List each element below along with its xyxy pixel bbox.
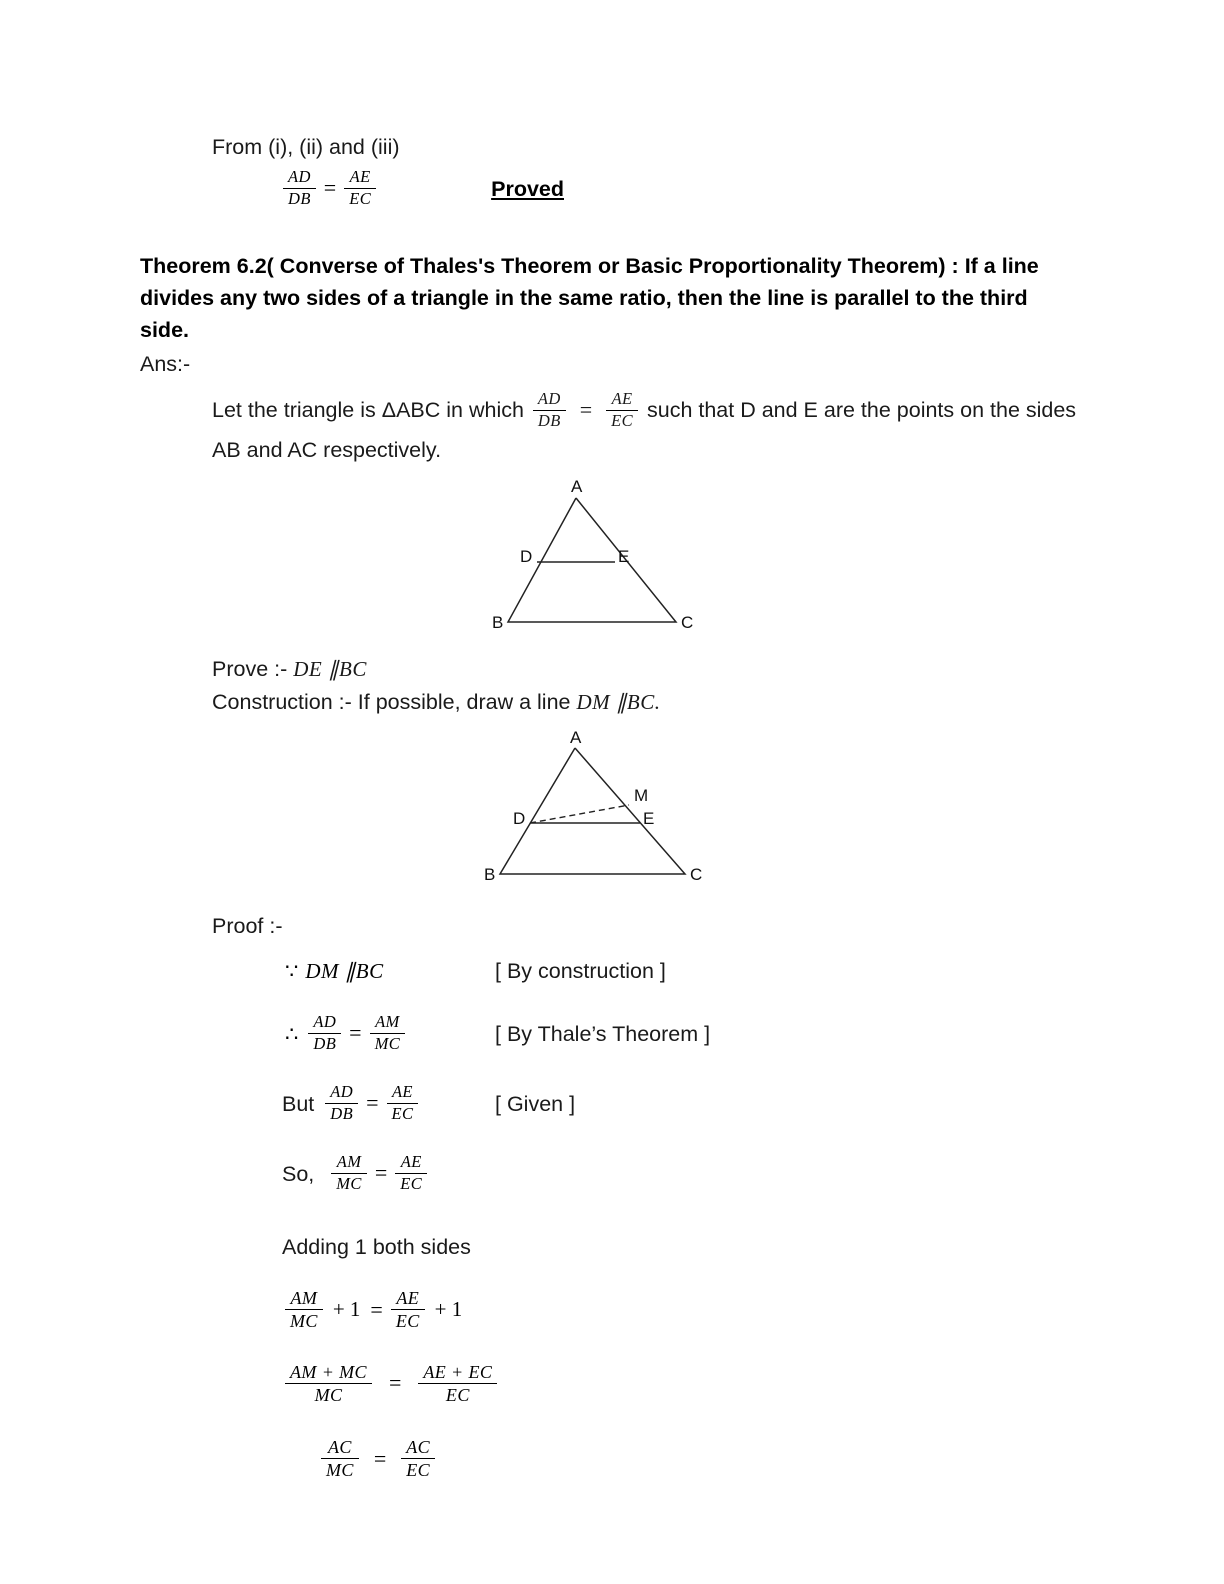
vertex-label-a: A <box>570 728 582 748</box>
because-symbol: ∵ <box>285 958 299 983</box>
fraction-ad-db: $\frac{AD}{DB}$ <box>308 1013 341 1053</box>
proof-step-1-lhs <box>285 959 495 984</box>
segment-dm-dashed <box>530 805 629 823</box>
but-label: But <box>282 1091 315 1116</box>
figure-triangle-1 <box>140 476 1090 648</box>
let-part-2: such that D and E are the points on the sides <box>646 397 1077 422</box>
proof-step-3-lhs <box>282 1084 495 1124</box>
fraction-ad-db: $\frac{AD}{DB}$ <box>283 168 316 208</box>
vertex-label-c: C <box>690 865 703 885</box>
equals-sign: = <box>388 1370 402 1396</box>
equals-sign: = <box>370 1296 383 1322</box>
vertex-label-b: B <box>484 865 496 885</box>
equation-sum <box>282 1363 1090 1406</box>
fraction-ae-ec: $\frac{AE}{EC}$ <box>387 1083 419 1123</box>
let-triangle-line2: AB and AC respectively. <box>212 437 442 462</box>
equals-sign: = <box>349 1020 362 1046</box>
proof-step-1-math: DM ∥BC <box>305 958 384 983</box>
fraction-ae-ec-inline: $\frac{AE}{EC}$ <box>606 390 638 430</box>
vertex-label-d: D <box>513 809 526 829</box>
fraction-am-plus-mc-over-mc: $\frac{AM + MC}{MC}$ <box>285 1362 372 1405</box>
proof-step-3-note: [ Given ] <box>495 1091 576 1116</box>
proof-step-4-lhs <box>282 1154 430 1194</box>
ans-label: Ans:- <box>140 351 191 376</box>
fraction-ae-ec: $\frac{AE}{EC}$ <box>344 168 376 208</box>
equation-adding-one <box>282 1289 1090 1332</box>
theorem-statement: Theorem 6.2( Converse of Thales's Theorem or Basic Proportionality Theorem) : If a line divides any two sides of a triangle in the same ratio, then the line is parallel to the third side. <box>140 254 1039 342</box>
equation-final <box>318 1438 1090 1481</box>
proof-step-2-lhs <box>285 1014 495 1054</box>
proof-step-2 <box>285 1014 1090 1054</box>
so-label: So, <box>282 1161 315 1186</box>
from-line: From (i), (ii) and (iii) <box>212 135 400 159</box>
plus-one-left: + 1 <box>332 1297 361 1322</box>
fraction-ac-ec: $\frac{AC}{EC}$ <box>401 1437 435 1480</box>
prove-math: DE ∥BC <box>293 656 367 681</box>
fraction-am-mc: $\frac{AM}{MC}$ <box>370 1013 406 1053</box>
equals-sign: = <box>374 1160 388 1186</box>
triangle-2-svg <box>140 730 1090 905</box>
fraction-ae-ec: $\frac{AE}{EC}$ <box>391 1288 425 1331</box>
prove-line <box>212 654 1090 685</box>
vertex-label-b: B <box>492 612 504 632</box>
therefore-symbol: ∴ <box>285 1021 299 1046</box>
vertex-label-a: A <box>571 476 583 496</box>
proof-label: Proof :- <box>212 914 283 939</box>
equals-sign-inline: = <box>579 396 593 422</box>
construction-math: DM ∥BC. <box>576 689 661 714</box>
fraction-am-mc: $\frac{AM}{MC}$ <box>285 1288 323 1331</box>
proof-step-1 <box>285 956 1090 986</box>
proof-step-1-note: [ By construction ] <box>495 958 666 983</box>
fraction-ad-db-inline: $\frac{AD}{DB}$ <box>533 390 566 430</box>
plus-one-right: + 1 <box>434 1297 463 1322</box>
proof-step-2-note: [ By Thale’s Theorem ] <box>495 1021 711 1046</box>
fraction-am-mc: $\frac{AM}{MC}$ <box>331 1153 367 1193</box>
equals-sign: = <box>373 1445 387 1471</box>
figure-triangle-2 <box>140 730 1090 905</box>
proved-label: Proved <box>491 176 564 201</box>
equals-sign: = <box>366 1090 379 1116</box>
equals-sign: = <box>323 175 337 201</box>
equation-from <box>280 169 1090 209</box>
triangle-outline <box>508 498 676 622</box>
proof-step-3 <box>282 1084 1090 1124</box>
vertex-label-e: E <box>618 546 630 566</box>
fraction-ad-db: $\frac{AD}{DB}$ <box>325 1083 358 1123</box>
vertex-label-m: M <box>634 786 649 806</box>
let-triangle-paragraph <box>212 390 1090 433</box>
proof-step-4 <box>282 1154 1090 1194</box>
fraction-ac-mc: $\frac{AC}{MC}$ <box>321 1437 359 1480</box>
construction-label: Construction :- If possible, draw a line <box>212 689 571 714</box>
let-part-1: Let the triangle is ΔABC in which <box>212 397 524 422</box>
construction-line <box>212 687 1090 718</box>
fraction-ae-plus-ec-over-ec: $\frac{AE + EC}{EC}$ <box>418 1362 497 1405</box>
vertex-label-e: E <box>643 809 655 829</box>
document-content <box>140 132 1090 1481</box>
triangle-1-svg <box>140 476 1090 648</box>
vertex-label-d: D <box>520 546 533 566</box>
fraction-ae-ec: $\frac{AE}{EC}$ <box>395 1153 427 1193</box>
adding-label: Adding 1 both sides <box>282 1235 471 1260</box>
prove-label: Prove :- <box>212 656 288 681</box>
vertex-label-c: C <box>681 612 694 632</box>
